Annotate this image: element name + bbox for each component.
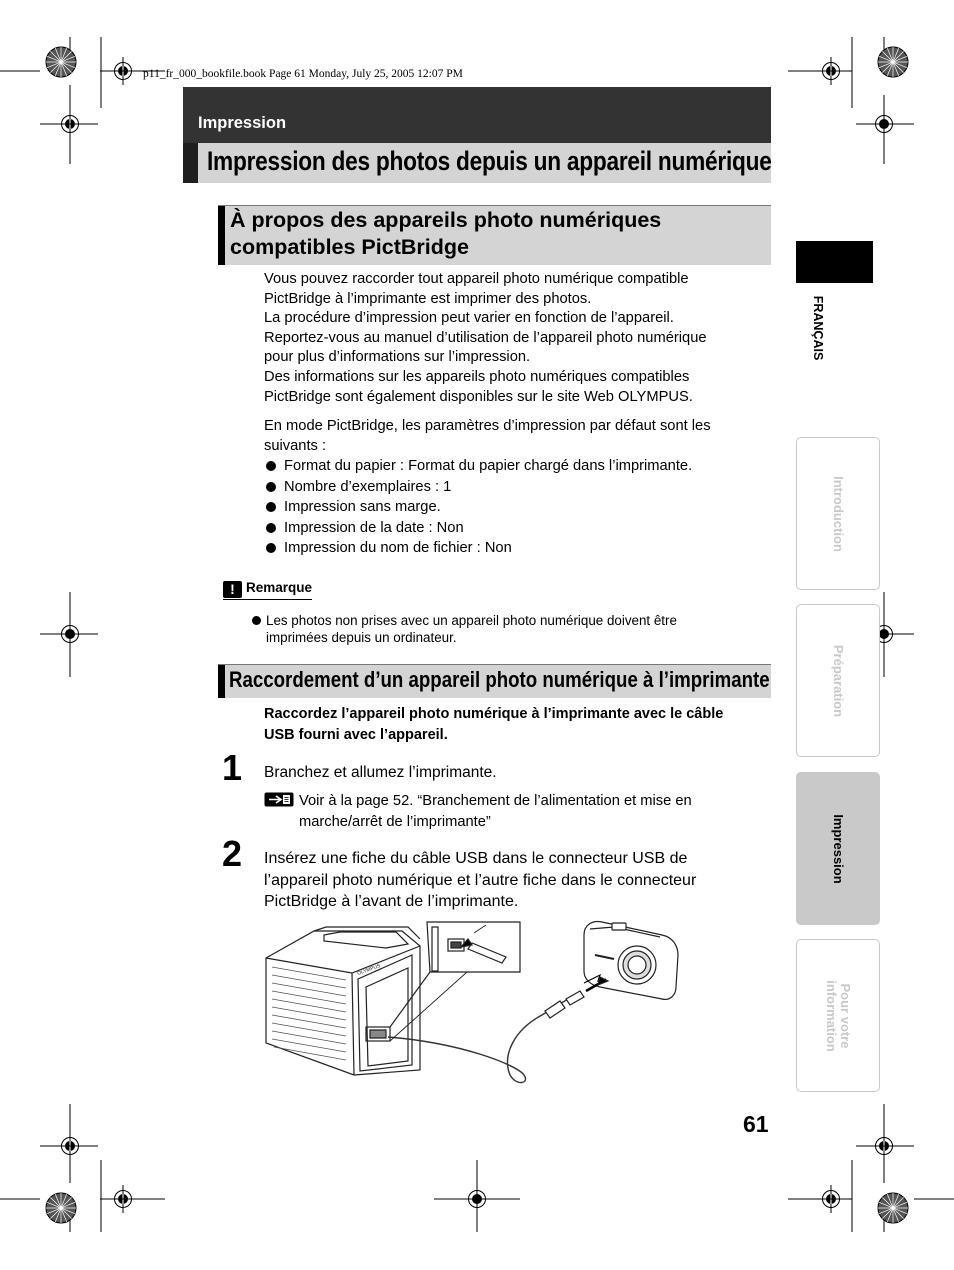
tab-label: information: [824, 979, 839, 1052]
text-line: Des informations sur les appareils photo numériques compatibles: [264, 368, 690, 385]
text-line: Voir à la page 52. “Branchement de l’alimentation et mise en: [299, 793, 692, 809]
list-item-text: Nombre d’exemplaires : 1: [284, 479, 452, 495]
list-item: [266, 477, 451, 497]
text-line: Vous pouvez raccorder tout appareil photo numérique compatible: [264, 271, 689, 287]
list-item: [266, 538, 512, 558]
tab-introduction[interactable]: [796, 437, 880, 590]
text-line: l’appareil photo numérique et l’autre fiche dans le connecteur: [264, 871, 697, 889]
step-number: 1: [222, 747, 243, 788]
page-reference: [264, 791, 764, 833]
remark-heading: [223, 580, 312, 600]
text-line: pour plus d’informations sur l’impression.: [264, 349, 531, 366]
text-line: Les photos non prises avec un appareil photo numérique doivent être: [266, 613, 677, 628]
text-line: imprimées depuis un ordinateur.: [266, 630, 457, 646]
bullet-icon: [266, 543, 276, 553]
text-line: La procédure d’impression peut varier en fonction de l’appareil.: [264, 310, 674, 327]
step-number: 2: [222, 833, 243, 874]
text-line: Raccordez l’appareil photo numérique à l’imprimante avec le câble: [264, 706, 724, 722]
tab-label: Impression: [831, 813, 846, 884]
reference-icon: [264, 792, 294, 807]
text-line: USB fourni avec l’appareil.: [264, 727, 448, 743]
language-marker: [796, 241, 873, 283]
tab-label: Préparation: [831, 644, 846, 717]
list-item: [266, 497, 441, 517]
tab-pour-votre-information[interactable]: [796, 939, 880, 1092]
section-heading-line: Raccordement d’un appareil photo numérique à l’imprimante: [229, 667, 770, 692]
bullet-icon: [266, 523, 276, 533]
list-item-text: Format du papier : Format du papier chargé dans l’imprimante.: [284, 458, 693, 474]
text-line: PictBridge sont également disponibles sur le site Web OLYMPUS.: [264, 388, 693, 405]
step-2-text: [264, 848, 764, 913]
category-label: Impression: [198, 114, 287, 132]
defaults-paragraph: [264, 417, 774, 456]
list-item-text: Impression du nom de fichier : Non: [284, 540, 512, 556]
page-title: Impression des photos depuis un appareil numérique: [207, 146, 772, 176]
list-item: [266, 518, 464, 538]
tab-preparation[interactable]: [796, 604, 880, 757]
warning-icon: !: [223, 581, 242, 598]
remark-heading-text: Remarque: [246, 580, 313, 595]
section-heading-pictbridge: [218, 205, 771, 265]
text-line: marche/arrêt de l’imprimante”: [299, 814, 491, 830]
text-line: PictBridge à l’imprimante est imprimer des photos.: [264, 290, 592, 307]
printer-brand: OLYMPUS: [356, 963, 382, 977]
bullet-icon: [266, 502, 276, 512]
remark-item: [252, 612, 752, 646]
text-line: PictBridge à l’avant de l’imprimante.: [264, 893, 519, 910]
text-line: En mode PictBridge, les paramètres d’impression par défaut sont les: [264, 418, 711, 434]
category-bar: [183, 87, 771, 143]
list-item-text: Impression sans marge.: [284, 499, 441, 515]
bullet-icon: [266, 461, 276, 471]
step-1-text: Branchez et allumez l’imprimante.: [264, 764, 497, 781]
tab-label: Introduction: [831, 475, 846, 552]
file-header: p11_fr_000_bookfile.book Page 61 Monday, July 25, 2005 12:07 PM: [143, 68, 463, 80]
section-heading-line: compatibles PictBridge: [230, 235, 469, 259]
bullet-icon: [266, 482, 276, 492]
bullet-icon: [252, 616, 261, 625]
intro-paragraph: [264, 270, 774, 407]
language-label: FRANÇAIS: [811, 295, 825, 361]
text-line: Insérez une fiche du câble USB dans le connecteur USB de: [264, 850, 688, 867]
list-item: [266, 456, 692, 476]
connection-intro: [264, 704, 774, 746]
text-line: Reportez-vous au manuel d’utilisation de l’appareil photo numérique: [264, 329, 707, 346]
section-heading-connection: [218, 664, 771, 698]
section-heading-line: À propos des appareils photo numériques: [230, 208, 662, 232]
page-title-bar: [183, 143, 771, 183]
page-number: 61: [743, 1111, 769, 1137]
text-line: suivants :: [264, 437, 327, 454]
tab-impression[interactable]: [796, 772, 880, 925]
tab-label: Pour votre: [838, 982, 853, 1048]
usb-connection-illustration: [262, 915, 682, 1090]
list-item-text: Impression de la date : Non: [284, 520, 464, 536]
